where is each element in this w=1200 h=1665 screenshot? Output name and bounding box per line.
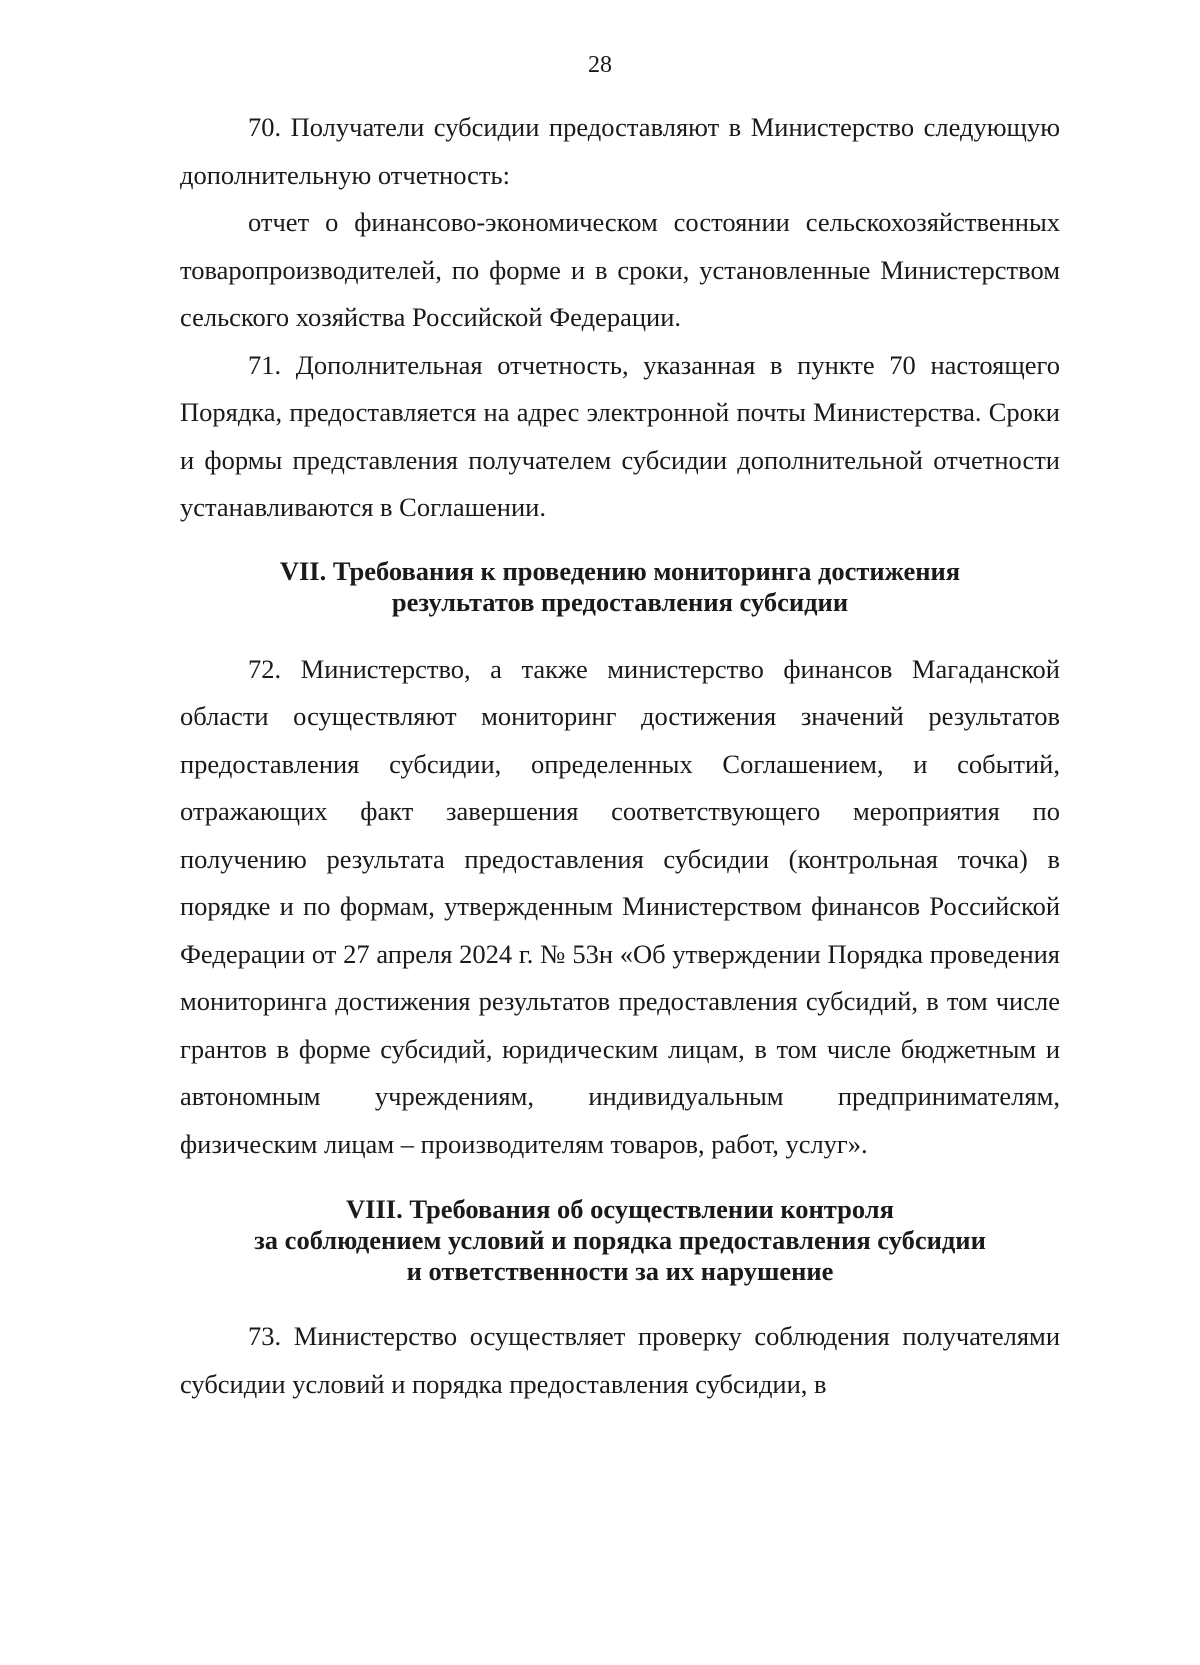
section-8-heading-line: за соблюдением условий и порядка предоставления субсидии xyxy=(254,1225,986,1255)
section-7-heading-line: результатов предоставления субсидии xyxy=(391,586,849,617)
section-8-heading xyxy=(180,1194,1060,1287)
paragraph-70-report: отчет о финансово-экономическом состоянии сельскохозяйственных товаропроизводителей, по форме и в сроки, установленные Министерством сельского хозяйства Российской Федерации. xyxy=(180,207,1060,332)
section-8-heading-line: и ответственности за их нарушение xyxy=(406,1256,834,1286)
document-body xyxy=(180,104,1060,1408)
paragraph-70: 70. Получатели субсидии предоставляют в Министерство следующую дополнительную отчетность: xyxy=(180,112,1060,190)
paragraph-73: 73. Министерство осуществляет проверку соблюдения получателями субсидии условий и порядка предоставления субсидии, в xyxy=(180,1321,1060,1399)
section-7-heading xyxy=(180,556,1060,618)
section-8-heading-line: VIII. Требования об осуществлении контроля xyxy=(346,1194,894,1224)
section-7-heading-line: VII. Требования к проведению мониторинга достижения xyxy=(279,555,961,586)
paragraph-72: 72. Министерство, а также министерство финансов Магаданской области осуществляют мониторинг достижения значений результатов предоставления субсидии, определенных Соглашением, и событий, отражающих факт завершения соответствующего мероприятия по получению результата предоставления субсидии (контрольная точка) в порядке и по формам, утвержденным Министерством финансов Российской Федерации от 27 апреля 2024 г. № 53н «Об утверждении Порядка проведения мониторинга достижения результатов предоставления субсидий, в том числе грантов в форме субсидий, юридическим лицам, в том числе бюджетным и автономным учреждениям, индивидуальным предпринимателям, физическим лицам – производителям товаров, работ, услуг». xyxy=(180,653,1060,1159)
paragraph-71: 71. Дополнительная отчетность, указанная в пункте 70 настоящего Порядка, предоставляется на адрес электронной почты Министерства. Сроки и формы представления получателем субсидии дополнительной отчетности устанавливаются в Соглашении. xyxy=(180,349,1060,522)
page-number: 28 xyxy=(588,52,612,78)
